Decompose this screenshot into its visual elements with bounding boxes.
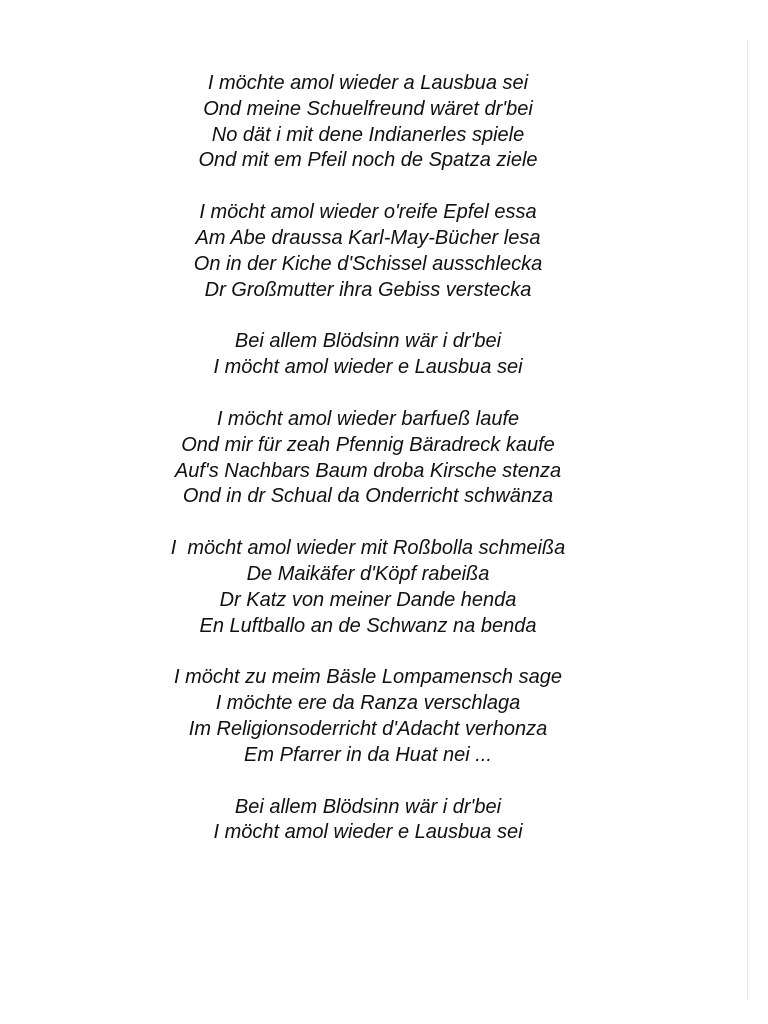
poem-line: Ond mir für zeah Pfennig Bäradreck kaufe [181, 433, 555, 456]
poem-line: Bei allem Blödsinn wär i dr'bei [234, 330, 502, 353]
stanza-1 [0, 71, 736, 174]
poem-line: Dr Katz von meiner Dande henda [219, 588, 517, 611]
poem-line: I möchte amol wieder a Lausbua sei [207, 72, 529, 94]
poem-line: Ond in dr Schual da Onderricht schwänza [182, 485, 554, 508]
stanza-2 [0, 200, 736, 303]
poem-line: Ond mit em Pfeil noch de Spatza ziele [198, 149, 538, 172]
poem-line: Bei allem Blödsinn wär i dr'bei [234, 795, 502, 818]
stanza-6 [0, 665, 736, 768]
poem-line: Dr Großmutter ihra Gebiss verstecka [204, 278, 532, 301]
scan-edge-divider [747, 40, 748, 1000]
poem-line: Am Abe draussa Karl-May-Bücher lesa [195, 226, 541, 249]
poem-line: De Maikäfer d'Köpf rabeißa [246, 562, 490, 585]
poem-line: Im Religionsoderricht d'Adacht verhonza [188, 717, 548, 740]
stanza-3-refrain [0, 329, 736, 381]
poem-line: I möcht amol wieder o'reife Epfel essa [199, 201, 537, 224]
poem-line: I möcht zu meim Bäsle Lompamensch sage [174, 666, 562, 689]
poem-line: I möcht amol wieder mit Roßbolla schmeißa [170, 537, 566, 560]
stanza-5 [0, 536, 736, 639]
poem-line: I möcht amol wieder e Lausbua sei [213, 356, 523, 379]
poem-line: Em Pfarrer in da Huat nei ... [244, 743, 492, 766]
poem-line: Auf's Nachbars Baum droba Kirsche stenza [174, 459, 562, 482]
poem-line: I möcht amol wieder barfueß laufe [216, 407, 520, 430]
poem-line: No dät i mit dene Indianerles spiele [211, 123, 525, 146]
poem-line: Ond meine Schuelfreund wäret dr'bei [203, 97, 533, 120]
poem-line: En Luftballo an de Schwanz na benda [199, 614, 537, 637]
poem-line: I möcht amol wieder e Lausbua sei [213, 821, 523, 844]
poem [0, 71, 736, 872]
poem-line: On in der Kiche d'Schissel ausschlecka [193, 252, 543, 275]
poem-line: I möchte ere da Ranza verschlaga [215, 692, 521, 715]
stanza-7-refrain [0, 795, 736, 847]
stanza-4 [0, 407, 736, 510]
